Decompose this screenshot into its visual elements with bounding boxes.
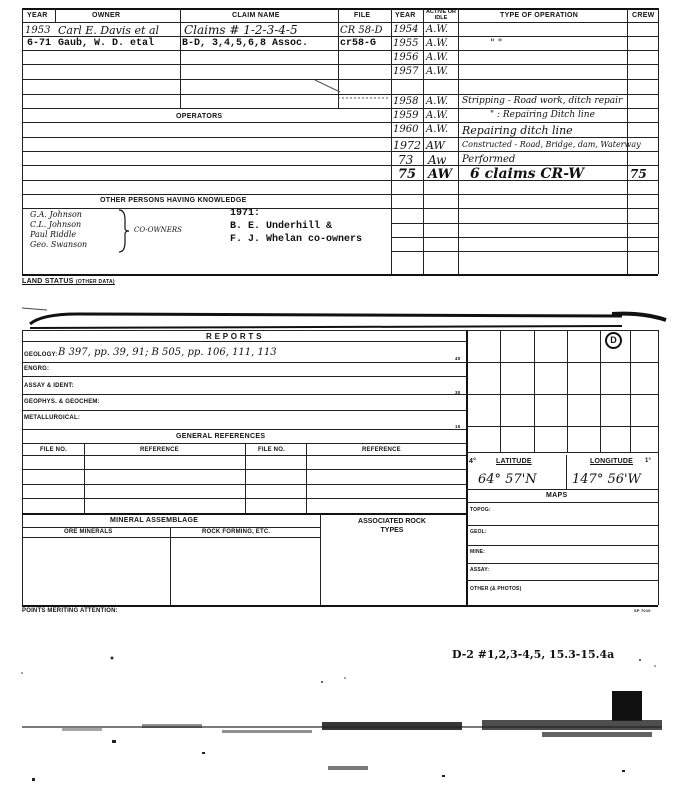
op-row-10-year: 75 bbox=[398, 167, 417, 182]
owner-row-1-year: 1953 bbox=[25, 25, 51, 36]
land-status-sub: (OTHER DATA) bbox=[75, 279, 115, 285]
header-owner: OWNER bbox=[92, 12, 121, 19]
op-row-1-year: 1954 bbox=[393, 24, 419, 35]
op-row-7-status: A.W. bbox=[426, 124, 449, 135]
op-row-7-operation: Repairing ditch line bbox=[462, 124, 573, 137]
op-row-1-status: A.W. bbox=[426, 24, 449, 35]
header-active-idle: ACTIVE OR IDLE bbox=[426, 9, 456, 21]
other-persons-title: OTHER PERSONS HAVING KNOWLEDGE bbox=[100, 197, 247, 204]
land-status-label: LAND STATUS bbox=[22, 278, 74, 285]
co-owners-label: CO-OWNERS bbox=[134, 226, 182, 234]
mineral-assemblage-title: MINERAL ASSEMBLAGE bbox=[110, 517, 199, 524]
op-row-10-crew: 75 bbox=[630, 167, 647, 181]
header-type-of-operation: TYPE OF OPERATION bbox=[500, 12, 579, 19]
header-file: FILE bbox=[354, 12, 371, 19]
long-deg: 1° bbox=[645, 458, 652, 464]
operators-title: OPERATORS bbox=[176, 113, 223, 120]
op-row-3-status: A.W. bbox=[426, 52, 449, 63]
op-row-5-year: 1958 bbox=[393, 96, 419, 107]
op-row-4-year: 1957 bbox=[393, 66, 419, 77]
page-tear-artifact bbox=[22, 300, 668, 330]
owner-row-1-file: CR 58-D bbox=[340, 25, 383, 36]
header-claim-name: CLAIM NAME bbox=[232, 12, 280, 19]
person-name-4: Geo. Swanson bbox=[30, 240, 88, 249]
engrg-label: ENGRG: bbox=[24, 366, 50, 372]
general-references-title: GENERAL REFERENCES bbox=[176, 433, 266, 440]
other-persons-note-line-1: B. E. Underhill & bbox=[230, 221, 333, 232]
reports-title: R E P O R T S bbox=[206, 332, 262, 341]
ref-col-file-no-1: FILE NO. bbox=[40, 447, 67, 453]
scan-specks bbox=[0, 640, 678, 690]
owner-row-1-owner: Carl E. Davis et al bbox=[58, 24, 160, 37]
owner-row-1-claim: Claims # 1-2-3-4-5 bbox=[184, 23, 298, 37]
header-year-2: YEAR bbox=[395, 12, 416, 19]
person-name-3: Paul Riddle bbox=[30, 230, 77, 239]
op-row-8-status: AW bbox=[426, 139, 445, 152]
op-row-5-operation: Stripping - Road work, ditch repair bbox=[462, 96, 623, 106]
footer-note: D-2 #1,2,3-4,5, 15.3-15.4a bbox=[452, 648, 615, 661]
header-crew: CREW bbox=[632, 12, 655, 19]
maps-geol: GEOL: bbox=[470, 529, 487, 535]
op-row-9-status: Aw bbox=[428, 153, 447, 167]
op-row-2-status: A.W. bbox=[426, 38, 449, 49]
maps-other: OTHER (& PHOTOS) bbox=[470, 586, 522, 592]
op-row-2-year: 1955 bbox=[393, 38, 419, 49]
op-row-6-operation: " : Repairing Ditch line bbox=[490, 110, 595, 120]
person-name-2: C.L. Johnson bbox=[30, 220, 82, 229]
person-name-1: G.A. Johnson bbox=[30, 210, 82, 219]
stray-marks bbox=[300, 78, 390, 108]
geology-label: GEOLOGY: bbox=[24, 352, 58, 358]
longitude-value: 147° 56'W bbox=[572, 472, 641, 487]
op-row-10-operation: 6 claims CR-W bbox=[470, 166, 584, 182]
assay-label: ASSAY & IDENT: bbox=[24, 383, 74, 389]
metallurgical-label: METALLURGICAL: bbox=[24, 415, 81, 421]
associated-rock-types-label: ASSOCIATED ROCK TYPES bbox=[358, 518, 426, 534]
geophys-label: GEOPHYS. & GEOCHEM: bbox=[24, 399, 100, 405]
ref-col-file-no-2: FILE NO. bbox=[258, 447, 285, 453]
maps-assay: ASSAY: bbox=[470, 567, 490, 573]
owner-row-2-owner: Gaub, W. D. etal bbox=[58, 38, 155, 49]
op-row-8-year: 1972 bbox=[393, 139, 421, 152]
land-status-title bbox=[22, 278, 115, 285]
other-persons-note-line-2: F. J. Whelan co-owners bbox=[230, 234, 363, 245]
op-row-9-operation: Performed bbox=[462, 154, 516, 165]
lat-deg: 4° bbox=[469, 458, 477, 465]
points-meriting-attention-label: POINTS MERITING ATTENTION: bbox=[22, 608, 118, 614]
op-row-5-status: A.W. bbox=[426, 96, 449, 107]
latitude-value: 64° 57'N bbox=[478, 472, 537, 487]
maps-mine: MINE: bbox=[470, 549, 486, 555]
maps-title: MAPS bbox=[546, 492, 568, 499]
op-row-4-status: A.W. bbox=[426, 66, 449, 77]
op-row-10-status: AW bbox=[428, 167, 453, 182]
rock-forming-label: ROCK FORMING, ETC. bbox=[202, 529, 271, 535]
margin-number-3: 15 bbox=[455, 424, 461, 429]
op-row-9-year: 73 bbox=[398, 153, 414, 167]
header-year: YEAR bbox=[27, 12, 48, 19]
other-persons-note-year: 1971: bbox=[230, 208, 261, 219]
scan-noise-artifact bbox=[22, 700, 662, 790]
owner-row-2-year: 6-71 bbox=[27, 38, 52, 49]
ref-col-reference-2: REFERENCE bbox=[362, 447, 401, 453]
grid-circled-letter bbox=[605, 332, 622, 349]
op-row-8-operation: Constructed - Road, Bridge, dam, Waterway bbox=[462, 140, 641, 149]
form-number: SP 7010 bbox=[634, 608, 651, 613]
ore-minerals-label: ORE MINERALS bbox=[64, 529, 113, 535]
longitude-label: LONGITUDE bbox=[590, 458, 634, 465]
maps-topog: TOPOG: bbox=[470, 507, 491, 513]
owner-row-2-claim: B-D, 3,4,5,6,8 Assoc. bbox=[182, 38, 309, 49]
brace-icon bbox=[117, 208, 131, 254]
geology-value: B 397, pp. 39, 91; B 505, pp. 106, 111, 113 bbox=[58, 347, 277, 358]
op-row-6-status: A.W. bbox=[426, 110, 449, 121]
owner-row-2-file: cr58-G bbox=[340, 38, 377, 49]
latitude-label: LATITUDE bbox=[496, 458, 532, 465]
margin-number-2: 30 bbox=[455, 390, 461, 395]
op-row-6-year: 1959 bbox=[393, 110, 419, 121]
op-row-3-year: 1956 bbox=[393, 52, 419, 63]
op-row-7-year: 1960 bbox=[393, 124, 419, 135]
margin-number-1: 40 bbox=[455, 356, 461, 361]
grid-circled-letter-text: D bbox=[610, 335, 617, 345]
ref-col-reference-1: REFERENCE bbox=[140, 447, 179, 453]
op-row-2-operation: " " bbox=[490, 38, 503, 49]
